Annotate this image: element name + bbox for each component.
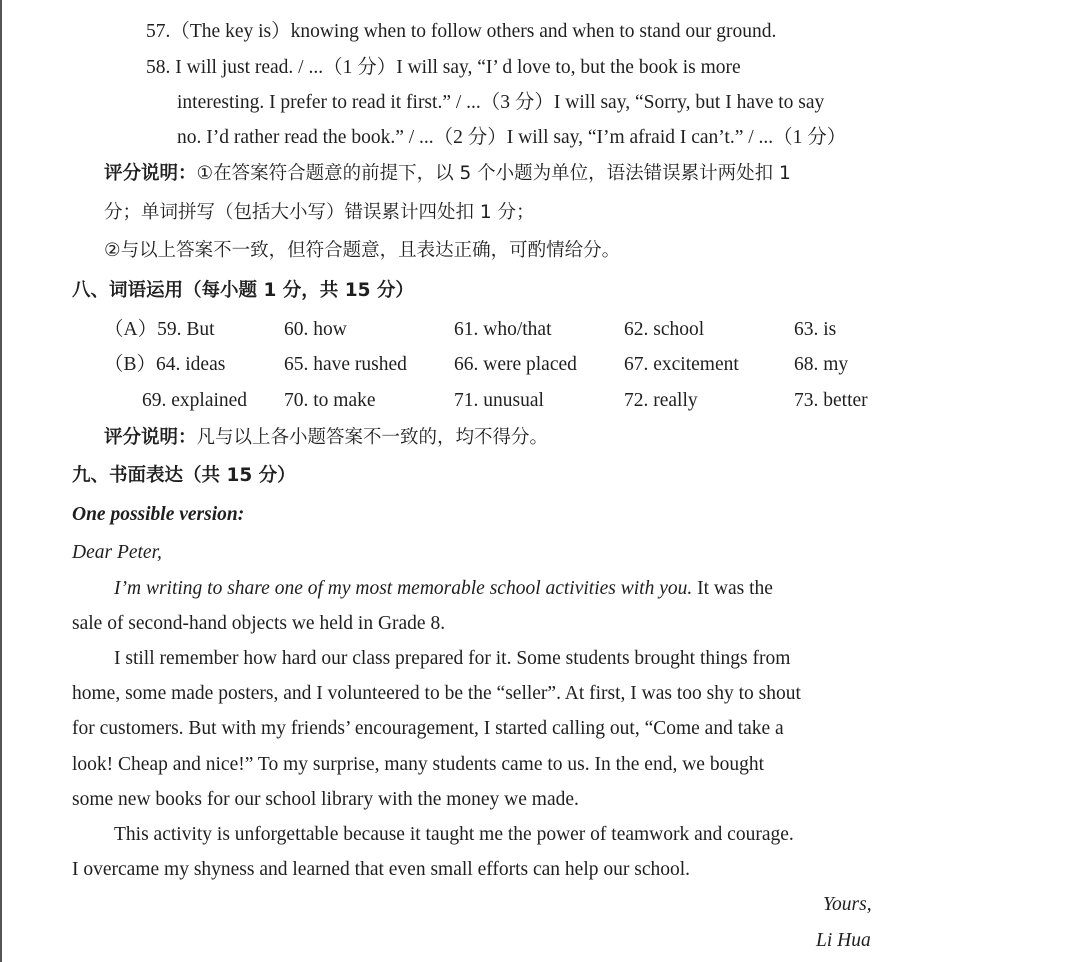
- answer-69: 69. explained: [142, 390, 248, 411]
- section-8-heading: 八、词语运用（每小题 1 分，共 15 分）: [72, 280, 414, 301]
- answer-71: 71. unusual: [454, 390, 544, 411]
- letter-paragraph-3-line-2: I overcame my shyness and learned that even small efforts can help our school.: [72, 859, 691, 880]
- answer-58-line-3: no. I’d rather read the book.” / ...（2 分）I will say, “I’m afraid I can’t.” / ...（1 分）: [177, 127, 847, 148]
- letter-paragraph-3-line-1: This activity is unforgettable because it taught me the power of teamwork and courage.: [114, 824, 794, 845]
- letter-opening-sentence: I’m writing to share one of my most memorable school activities with you.: [114, 578, 693, 599]
- letter-paragraph-2-line-5: some new books for our school library with the money we made.: [72, 789, 579, 810]
- letter-paragraph-2-line-2: home, some made posters, and I volunteered to be the “seller”. At first, I was too shy to shout: [72, 683, 801, 704]
- answer-68: 68. my: [794, 354, 849, 375]
- answer-65: 65. have rushed: [284, 354, 407, 375]
- letter-signature: Li Hua: [816, 930, 871, 951]
- scoring-note-label: 评分说明：: [104, 163, 197, 184]
- page-left-border: [0, 0, 2, 962]
- scoring-note-1: [104, 162, 791, 186]
- letter-paragraph-2-line-3: for customers. But with my friends’ encouragement, I started calling out, “Come and take a: [72, 718, 784, 739]
- answer-63: 63. is: [794, 319, 837, 340]
- answer-66: 66. were placed: [454, 354, 577, 375]
- scoring-note-text: ①在答案符合题意的前提下，以 5 个小题为单位，语法错误累计两处扣 1: [196, 163, 791, 184]
- letter-paragraph-2-line-4: look! Cheap and nice!” To my surprise, many students came to us. In the end, we bought: [72, 754, 764, 775]
- letter-closing: Yours,: [823, 894, 872, 915]
- scoring-note-label: 评分说明：: [104, 427, 197, 448]
- section-8-scoring-note: [104, 426, 548, 450]
- scoring-note-text: 凡与以上各小题答案不一致的，均不得分。: [196, 427, 549, 448]
- sample-essay-label: One possible version:: [72, 504, 245, 525]
- section-9-heading: 九、书面表达（共 15 分）: [72, 465, 296, 486]
- answer-67: 67. excitement: [624, 354, 739, 375]
- scoring-note-2: ②与以上答案不一致，但符合题意，且表达正确，可酌情给分。: [104, 240, 621, 261]
- letter-salutation: Dear Peter,: [72, 542, 162, 563]
- answer-72: 72. really: [624, 390, 698, 411]
- answer-64: （B）64. ideas: [104, 354, 226, 375]
- answer-58-line-2: interesting. I prefer to read it first.” / ...（3 分）I will say, “Sorry, but I have to say: [177, 92, 825, 113]
- letter-paragraph-2-line-1: I still remember how hard our class prepared for it. Some students brought things from: [114, 648, 791, 669]
- scoring-note-1-cont: 分；单词拼写（包括大小写）错误累计四处扣 1 分；: [104, 202, 535, 223]
- answer-62: 62. school: [624, 319, 705, 340]
- answer-58-line-1: 58. I will just read. / ...（1 分）I will say, “I’ d love to, but the book is more: [146, 57, 741, 78]
- letter-text: It was the: [692, 578, 773, 599]
- answer-57: 57.（The key is）knowing when to follow others and when to stand our ground.: [146, 21, 777, 42]
- answer-61: 61. who/that: [454, 319, 552, 340]
- answer-59: （A）59. But: [104, 319, 215, 340]
- answer-70: 70. to make: [284, 390, 376, 411]
- answer-60: 60. how: [284, 319, 347, 340]
- answer-73: 73. better: [794, 390, 868, 411]
- letter-paragraph-1-line-1: [114, 577, 773, 601]
- letter-paragraph-1-line-2: sale of second-hand objects we held in Grade 8.: [72, 613, 446, 634]
